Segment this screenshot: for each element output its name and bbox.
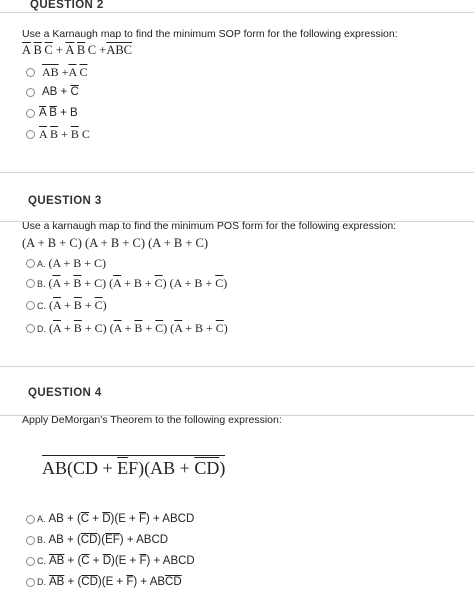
question-3-option-b[interactable]: B. $(\overline{A} + \overline{B} + C) (\overline{A} + B + \overline{C}) (A + B + \overline{C})$ [26, 276, 227, 291]
question-3-header [0, 172, 474, 222]
radio-button[interactable] [26, 279, 35, 288]
question-2-title: QUESTION 2 [30, 0, 104, 11]
question-3-title: QUESTION 3 [28, 195, 102, 207]
radio-button[interactable] [26, 130, 35, 139]
question-4-title: QUESTION 4 [28, 387, 102, 399]
question-3-option-a[interactable]: A. (A + B + C) [26, 256, 106, 271]
radio-button[interactable] [26, 259, 35, 268]
question-4-option-b[interactable]: B. AB + $(\overline{CD})(\overline{EF})$ + ABCD [26, 534, 168, 546]
question-2-option-3[interactable]: $\overline{A}$ $\overline{B} + B$ [26, 107, 78, 119]
question-2-expression: $\overline{A}$ $\overline{B}$ $\overline{C} + \overline{A}$ $\overline{B}$ $C +\overline{ABC}$ [22, 43, 133, 57]
question-3-expression: (A + B + C) (A + B + C) (A + B + C) [22, 236, 209, 250]
question-2-prompt: Use a Karnaugh map to find the minimum SOP form for the following expression: [22, 28, 398, 40]
question-2-header [0, 0, 474, 13]
radio-button[interactable] [26, 68, 35, 77]
radio-button[interactable] [26, 88, 35, 97]
radio-button[interactable] [26, 536, 35, 545]
question-4-option-a[interactable]: A. AB + $(\overline{C} + \overline{D})(E + \overline{F})$ + ABCD [26, 513, 194, 525]
radio-button[interactable] [26, 324, 35, 333]
question-3-option-d[interactable]: D. $(\overline{A} + \overline{B} + C) (\overline{A} + \overline{B} + \overline{C}) (\overline{A} + B + \overline{C})$ [26, 321, 228, 336]
question-2-option-4[interactable]: $\overline{A}$ $\overline{B} + \overline{B}$ C [26, 127, 90, 142]
radio-button[interactable] [26, 515, 35, 524]
question-4-header [0, 366, 474, 416]
question-4-option-c[interactable]: C. $\overline{AB} + (\overline{C} + \overline{D})(E + \overline{F})$ + ABCD [26, 555, 195, 567]
question-4-option-d[interactable]: D. $\overline{AB} + (\overline{CD})(E + \overline{F}) + AB\overline{CD}$ [26, 576, 182, 588]
radio-button[interactable] [26, 109, 35, 118]
question-3-option-c[interactable]: C. $(\overline{A} + \overline{B} + \overline{C})$ [26, 298, 107, 313]
question-2-option-1[interactable]: $\overline{AB} +\overline{A}$ $\overline{C}$ [26, 65, 87, 80]
question-4-expression: $AB(CD + \overline{E}F)(AB + \overline{CD})$ [42, 458, 225, 479]
question-4-prompt: Apply DeMorgan's Theorem to the following expression: [22, 414, 282, 426]
radio-button[interactable] [26, 557, 35, 566]
radio-button[interactable] [26, 301, 35, 310]
question-2-option-2[interactable]: AB + $\overline{C}$ [26, 86, 79, 98]
radio-button[interactable] [26, 578, 35, 587]
question-3-prompt: Use a karnaugh map to find the minimum POS form for the following expression: [22, 220, 397, 232]
